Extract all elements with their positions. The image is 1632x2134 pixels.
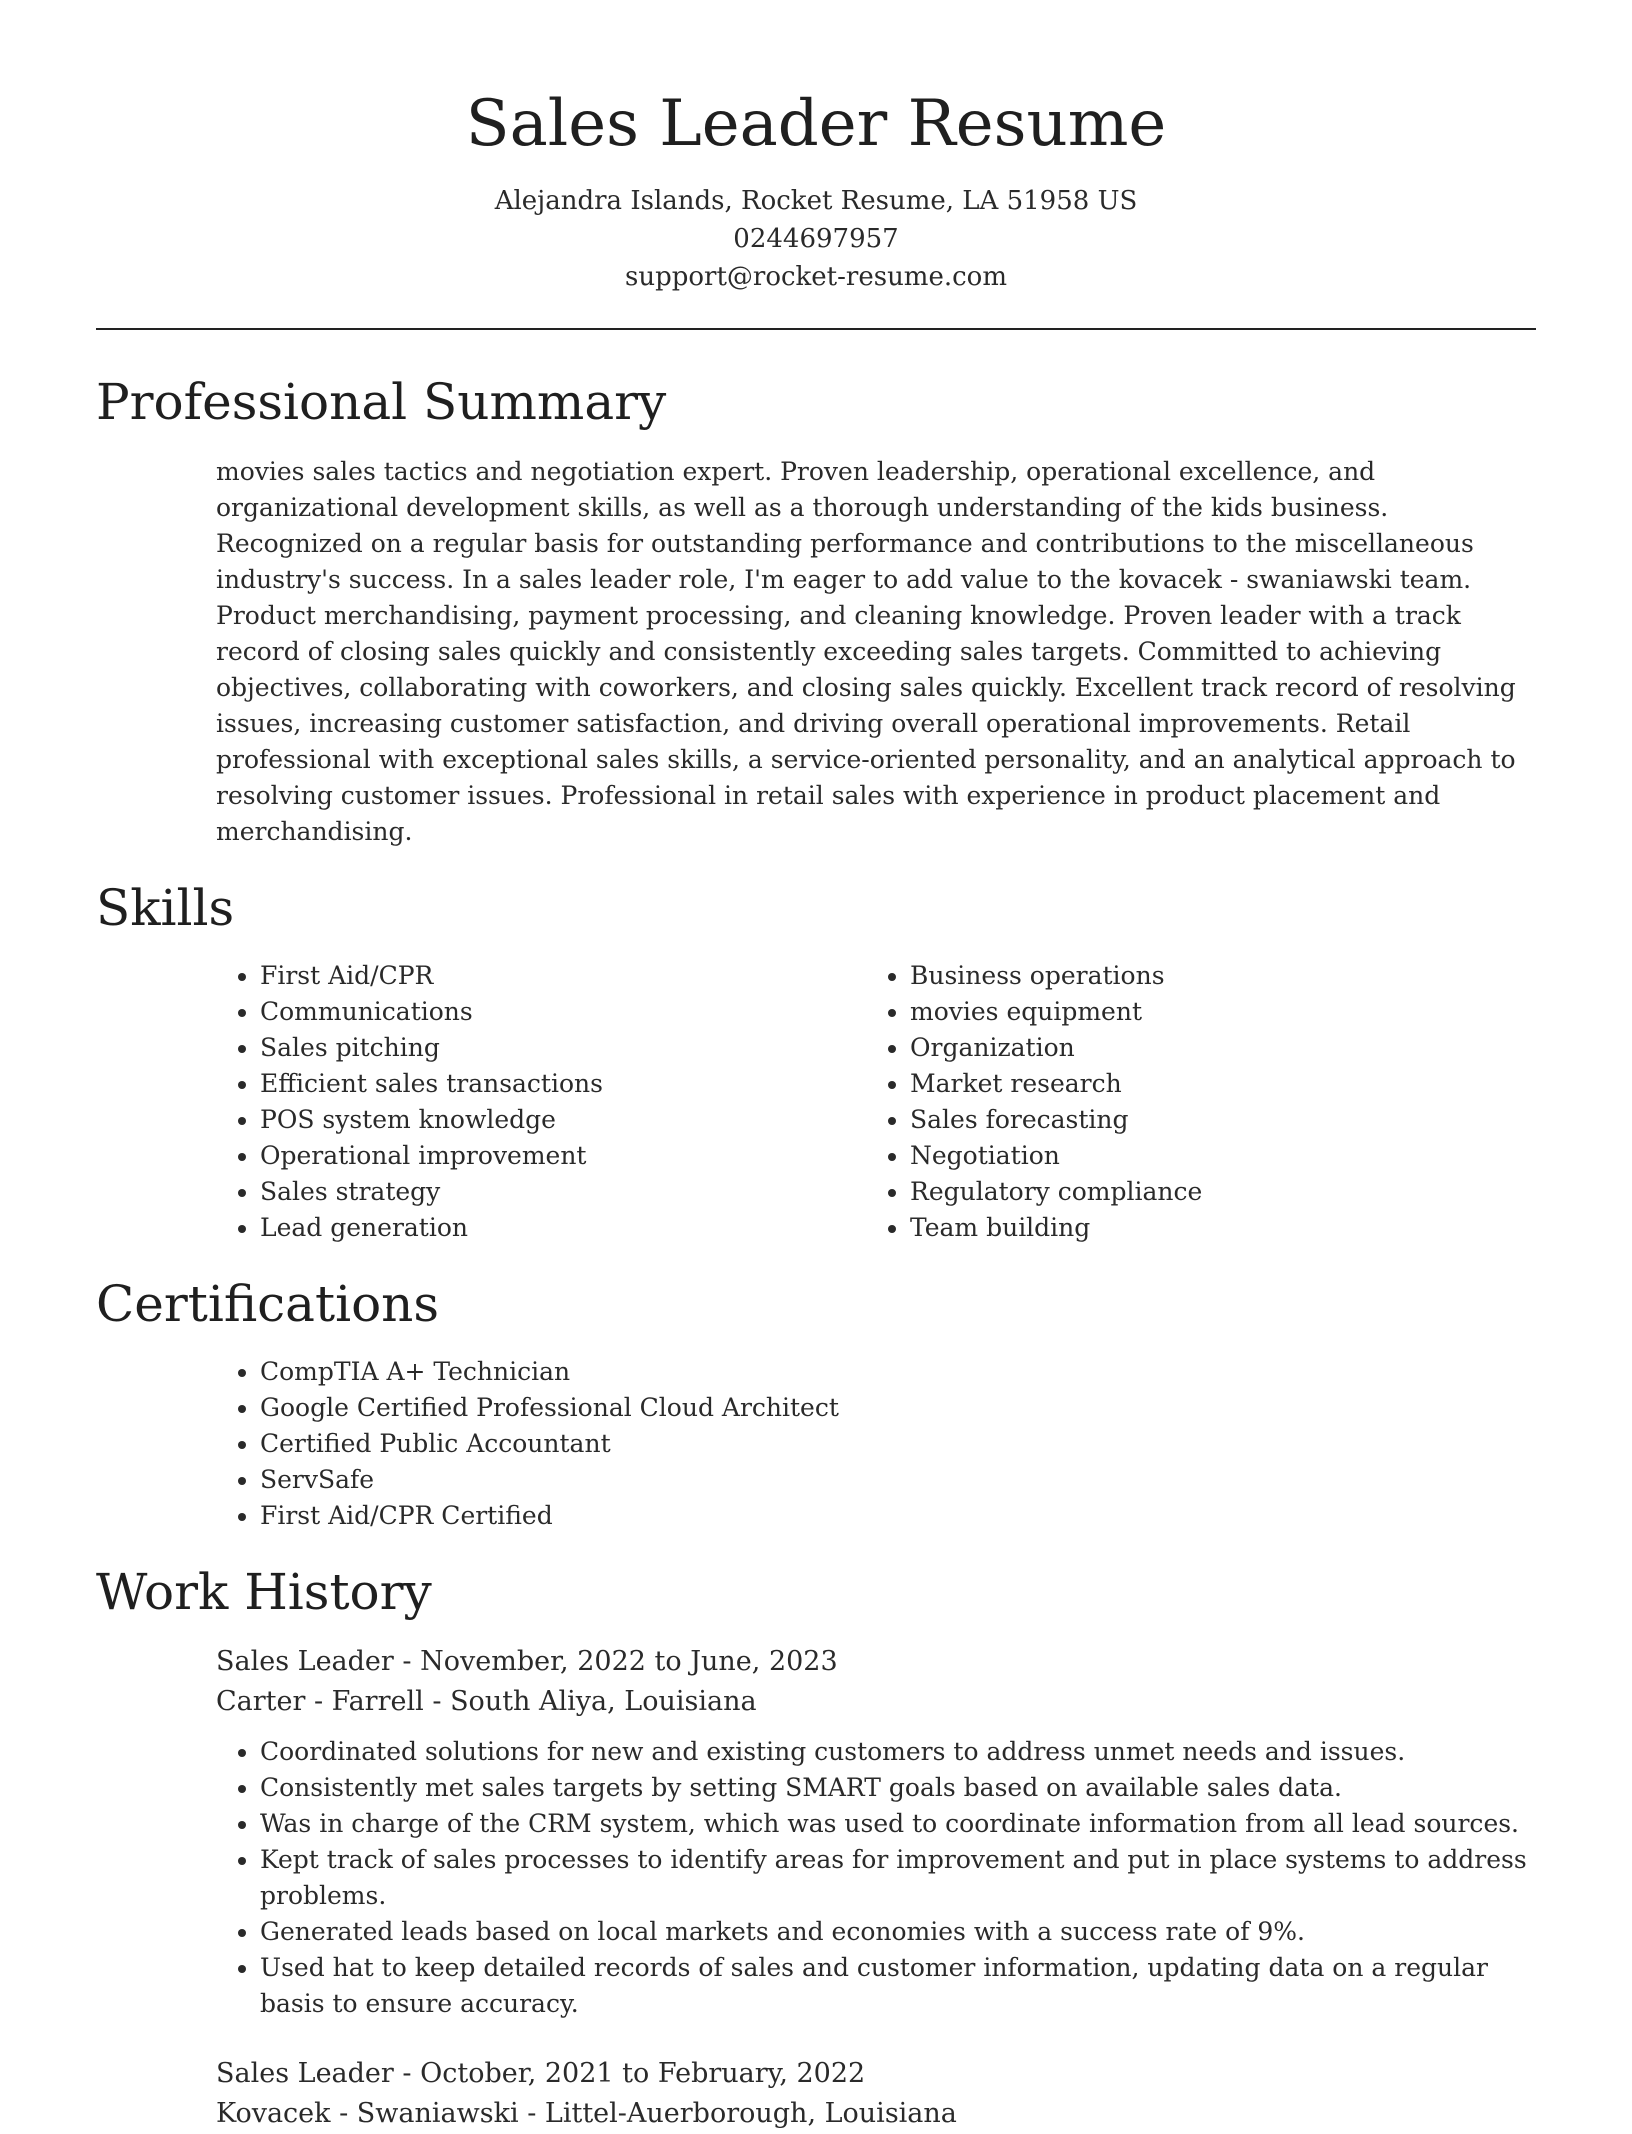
contact-address: Alejandra Islands, Rocket Resume, LA 51958 US (494, 186, 1138, 216)
job-location: South Aliya, Louisiana (450, 1686, 757, 1717)
job-duties-list (216, 1734, 1536, 2022)
job-separator: - (402, 1646, 421, 1677)
summary-text: movies sales tactics and negotiation expert. Proven leadership, operational excellence, and organizational development skills, as well as a thorough understanding of the kids business. Recognized on a regular basis for outstanding performance and contributions to the miscellaneous industry's success. In a sales leader role, I'm eager to add value to the kovacek - swaniawski team. Product merchandising, payment processing, and cleaning knowledge. Proven leader with a track record of closing sales quickly and consistently exceeding sales targets. Committed to achieving objectives, collaborating with coworkers, and closing sales quickly. Excellent track record of resolving issues, increasing customer satisfaction, and driving overall operational improvements. Retail professional with exceptional sales skills, a service-oriented personality, and an analytical approach to resolving customer issues. Professional in retail sales with experience in product placement and merchandising. (216, 457, 1516, 846)
header-divider (96, 328, 1536, 330)
list-item: • ServSafe (260, 1462, 1536, 1498)
list-item: • Coordinated solutions for new and existing customers to address unmet needs and issues. (260, 1734, 1536, 1770)
list-item: • POS system knowledge (260, 1102, 866, 1138)
skills-list-right (866, 958, 1516, 1246)
list-item: • First Aid/CPR Certified (260, 1498, 1536, 1534)
page-title: Sales Leader Resume (465, 87, 1167, 161)
list-item: • Consistently met sales targets by setting SMART goals based on available sales data. (260, 1770, 1536, 1806)
list-item: • Communications (260, 994, 866, 1030)
list-item: • Negotiation (910, 1138, 1516, 1174)
list-item: • Sales pitching (260, 1030, 866, 1066)
list-item: • CompTIA A+ Technician (260, 1354, 1536, 1390)
certifications-body (216, 1354, 1536, 1534)
list-item: • First Aid/CPR (260, 958, 866, 994)
skills-column-left (216, 958, 866, 1246)
summary-section (96, 370, 1536, 850)
list-item: • Sales forecasting (910, 1102, 1516, 1138)
list-item: • movies equipment (910, 994, 1516, 1030)
job-company: Kovacek - Swaniawski (216, 2098, 519, 2129)
certifications-list (216, 1354, 1536, 1534)
skills-grid (216, 958, 1536, 1246)
list-item: • Google Certified Professional Cloud Architect (260, 1390, 1536, 1426)
list-item: • Sales strategy (260, 1174, 866, 1210)
list-item: • Efficient sales transactions (260, 1066, 866, 1102)
job-title: Sales Leader (216, 2058, 394, 2089)
list-item: • Lead generation (260, 1210, 866, 1246)
skills-heading: Skills (96, 879, 235, 937)
list-item: • Kept track of sales processes to identify areas for improvement and put in place systems to address problems. (260, 1842, 1536, 1914)
contact-email: support@rocket-resume.com (624, 262, 1007, 292)
resume-page (96, 0, 1536, 2134)
job-dates: October, 2021 to February, 2022 (420, 2058, 866, 2089)
list-item: • Operational improvement (260, 1138, 866, 1174)
certifications-section (96, 1272, 1536, 1534)
list-item: • Generated leads based on local markets and economies with a success rate of 9%. (260, 1914, 1536, 1950)
list-item: • Organization (910, 1030, 1516, 1066)
job-company-line (216, 1682, 1536, 1722)
skills-section (96, 876, 1536, 1246)
summary-heading: Professional Summary (96, 373, 667, 431)
job-title: Sales Leader (216, 1646, 394, 1677)
work-history-section (96, 1560, 1536, 2134)
certifications-heading: Certifications (96, 1275, 440, 1333)
job-title-line (216, 1642, 1536, 1682)
job-title-line (216, 2054, 1536, 2094)
list-item: • Market research (910, 1066, 1516, 1102)
resume-header (96, 0, 1536, 296)
list-item: • Regulatory compliance (910, 1174, 1516, 1210)
job-location: Littel-Auerborough, Louisiana (544, 2098, 957, 2129)
work-history-heading: Work History (96, 1563, 432, 1621)
job-dates: November, 2022 to June, 2023 (420, 1646, 838, 1677)
job-separator: - (402, 2058, 421, 2089)
list-item: • Was in charge of the CRM system, which was used to coordinate information from all lead sources. (260, 1806, 1536, 1842)
skills-column-right (866, 958, 1516, 1246)
job-entry (216, 1642, 1536, 2022)
list-item: • Team building (910, 1210, 1516, 1246)
list-item: • Used hat to keep detailed records of sales and customer information, updating data on a regular basis to ensure accuracy. (260, 1950, 1536, 2022)
job-separator: - (527, 2098, 545, 2129)
skills-list-left (216, 958, 866, 1246)
list-item: • Business operations (910, 958, 1516, 994)
job-entry (216, 2054, 1536, 2134)
job-company: Carter - Farrell (216, 1686, 424, 1717)
job-company-line (216, 2094, 1536, 2134)
contact-phone: 0244697957 (733, 224, 899, 254)
contact-info (96, 182, 1536, 296)
list-item: • Certified Public Accountant (260, 1426, 1536, 1462)
job-separator: - (432, 1686, 451, 1717)
